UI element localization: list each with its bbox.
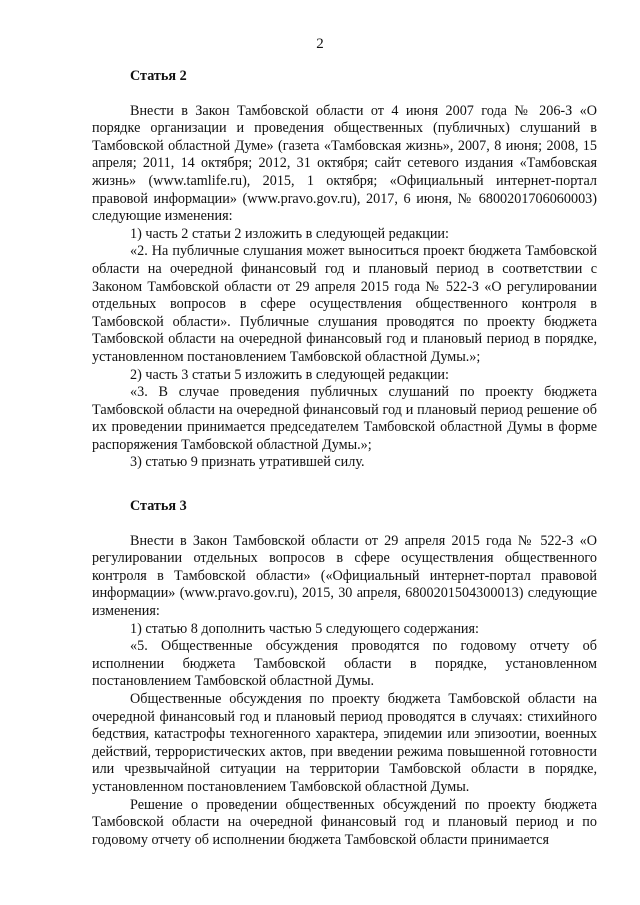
paragraph: «2. На публичные слушания может выноситься проект бюджета Тамбовской области на очередной финансовый год и плановый период в соответствии с Законом Тамбовской области от 29 апреля 2015 года № 522-З «О регулировании отдельных вопросов в сфере осуществления общественного контроля в Тамбовской области». Публичные слушания проводятся по проекту бюджета Тамбовской области на очередной финансовый год и плановый период в порядке, установленном постановлением Тамбовской областной Думы.»; — [92, 243, 597, 365]
paragraph: Решение о проведении общественных обсуждений по проекту бюджета Тамбовской области на очередной финансовый год и плановый период и по годовому отчету об исполнении бюджета Тамбовской области принимается — [92, 796, 597, 848]
paragraph: «5. Общественные обсуждения проводятся по годовому отчету об исполнении бюджета Тамбовской области в порядке, установленном постановлением Тамбовской областной Думы. — [92, 638, 597, 690]
paragraph: Внести в Закон Тамбовской области от 29 апреля 2015 года № 522-З «О регулировании отдельных вопросов в сфере осуществления общественного контроля в Тамбовской области» («Официальный интернет-портал правовой информации» (www.pravo.gov.ru), 2015, 30 апреля, 6800201504300013) следующие изменения: — [92, 532, 597, 620]
paragraph: 2) часть 3 статьи 5 изложить в следующей редакции: — [130, 366, 449, 383]
paragraph: 3) статью 9 признать утратившей силу. — [130, 454, 365, 471]
article-2 — [92, 68, 597, 472]
article-heading: Статья 3 — [130, 498, 187, 515]
paragraph: Внести в Закон Тамбовской области от 4 июня 2007 года № 206-З «О порядке организации и проведения общественных (публичных) слушаний в Тамбовской областной Думе» (газета «Тамбовская жизнь», 2007, 8 июня; 2008, 15 апреля; 2011, 14 октября; 2012, 31 октября; сайт сетевого издания «Тамбовская жизнь» (www.tamlife.ru), 2015, 1 октября; «Официальный интернет-портал правовой информации» (www.pravo.gov.ru), 2017, 6 июня, № 6800201706060003) следующие изменения: — [92, 102, 597, 225]
page-number: 2 — [316, 36, 324, 52]
paragraph: Общественные обсуждения по проекту бюджета Тамбовской области на очередной финансовый год и плановый период проводятся в случаях: стихийного бедствия, катастрофы техногенного характера, эпидемии или эпизоотии, военных действий, террористических актов, при введении режима повышенной готовности или чрезвычайной ситуации на территории Тамбовской области в порядке, установленном постановлением Тамбовской областной Думы. — [92, 691, 597, 795]
paragraph: «3. В случае проведения публичных слушаний по проекту бюджета Тамбовской области на очередной финансовый год и плановый период решение об их проведении принимается председателем Тамбовской областной Думы в форме распоряжения Тамбовской областной Думы.»; — [92, 384, 597, 453]
paragraph: 1) часть 2 статьи 2 изложить в следующей редакции: — [130, 225, 449, 242]
article-3 — [92, 498, 597, 849]
article-heading: Статья 2 — [130, 68, 187, 84]
document-body — [92, 68, 597, 849]
paragraph: 1) статью 8 дополнить частью 5 следующего содержания: — [130, 620, 479, 637]
